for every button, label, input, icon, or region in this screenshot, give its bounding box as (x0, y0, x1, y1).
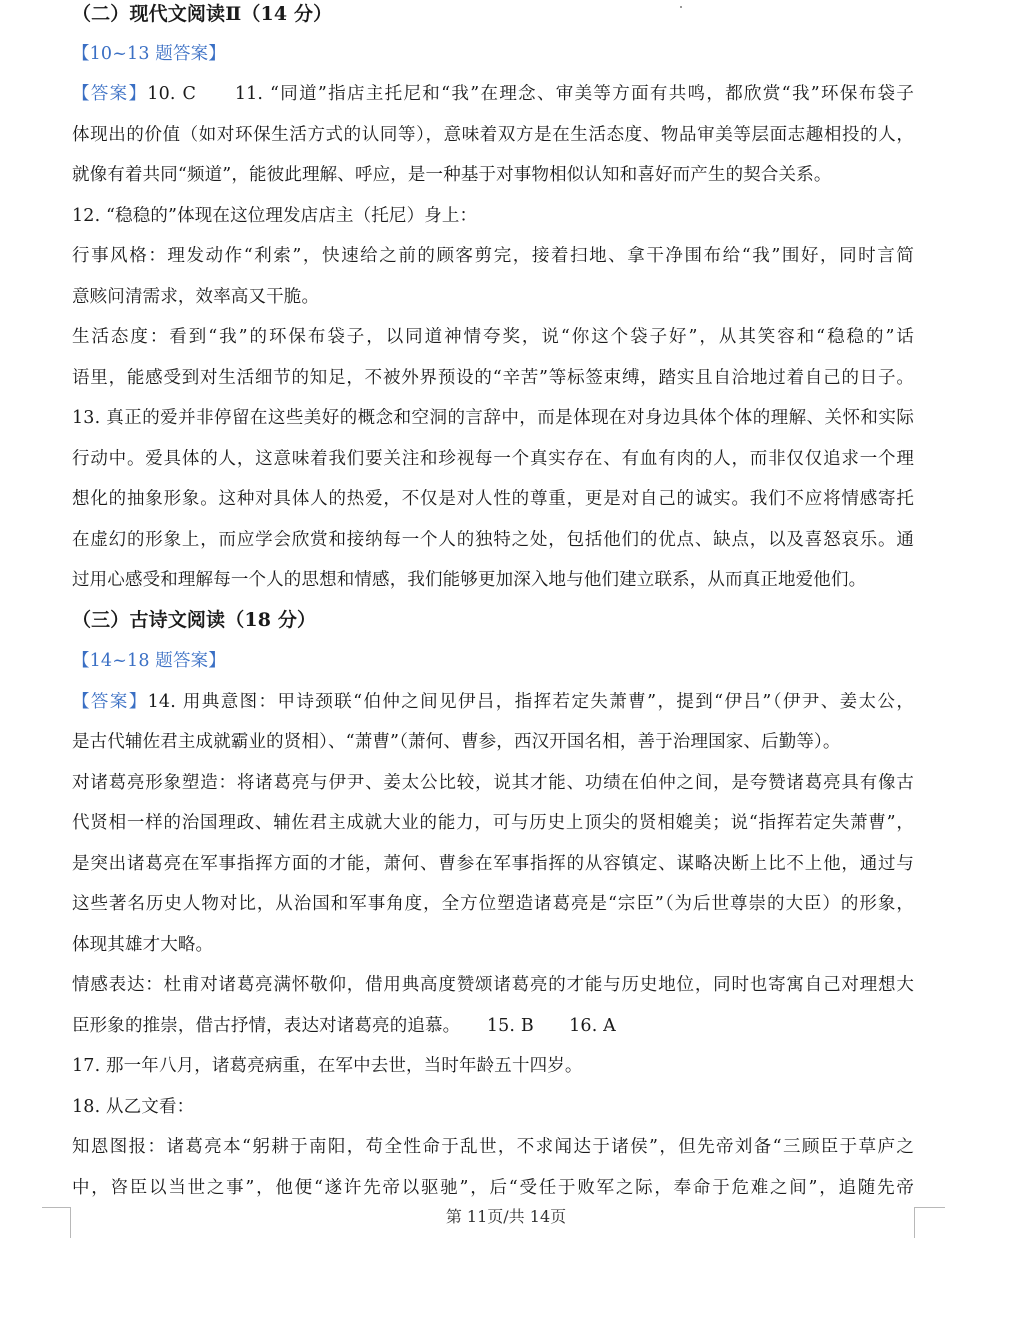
answer-line: 【答案】14. 用典意图：甲诗颈联“伯仲之间见伊吕，指挥若定失萧曹”，提到“伊吕”（伊尹、姜太公， (72, 692, 914, 712)
answer-line: 意赅问清需求，效率高又干脆。 (72, 287, 320, 307)
answer-line: 过用心感受和理解每一个人的思想和情感，我们能够更加深入地与他们建立联系，从而真正地爱他们。 (72, 570, 867, 590)
answer-line: 对诸葛亮形象塑造：将诸葛亮与伊尹、姜太公比较，说其才能、功绩在伯仲之间，是夸赞诸葛亮具有像古 (72, 773, 914, 793)
page-number-footer: 第 11页/共 14页 (445, 1207, 567, 1226)
answer-line: 情感表达：杜甫对诸葛亮满怀敬仰，借用典高度赞颂诸葛亮的才能与历史地位，同时也寄寓自己对理想大 (72, 975, 914, 995)
answer-line: 中，咨臣以当世之事”，他便“遂许先帝以驱驰”，后“受任于败军之际，奉命于危难之间”，追随先帝 (72, 1178, 914, 1198)
answer-line: 知恩图报：诸葛亮本“躬耕于南阳，苟全性命于乱世，不求闻达于诸侯”，但先帝刘备“三顾臣于草庐之 (72, 1137, 914, 1157)
section-heading-classical-reading: （三）古诗文阅读（18 分） (72, 609, 317, 631)
answer-range-label-10-13: 【10~13 题答案】 (72, 44, 226, 64)
answer-line: 这些著名历史人物对比，从治国和军事角度，全方位塑造诸葛亮是“宗臣”（为后世尊崇的大臣）的形象， (72, 894, 914, 914)
answer-line: 就像有着共同“频道”，能彼此理解、呼应，是一种基于对事物相似认知和喜好而产生的契合关系。 (72, 165, 832, 185)
section-heading-modern-reading-2: （二）现代文阅读Ⅱ（14 分） (72, 3, 333, 25)
answer-line: 是古代辅佐君主成就霸业的贤相）、“萧曹”（萧何、曹参，西汉开国名相，善于治理国家、后勤等）。 (72, 732, 841, 752)
answer-tag: 【答案】 (72, 692, 148, 712)
answer-range-label-14-18: 【14~18 题答案】 (72, 651, 226, 671)
answer-line: 是突出诸葛亮在军事指挥方面的才能，萧何、曹参在军事指挥的从容镇定、谋略决断上比不上他，通过与 (72, 854, 914, 874)
answer-line: 13. 真正的爱并非停留在这些美好的概念和空洞的言辞中，而是体现在对身边具体个体的理解、关怀和实际 (72, 408, 914, 428)
answer-line: 想化的抽象形象。这种对具体人的热爱，不仅是对人性的尊重，更是对自己的诚实。我们不应将情感寄托 (72, 489, 914, 509)
answer-line: 体现其雄才大略。 (72, 935, 214, 955)
answer-line: 行动中。爱具体的人，这意味着我们要关注和珍视每一个真实存在、有血有肉的人，而非仅仅追求一个理 (72, 449, 914, 469)
answer-line: 18. 从乙文看： (72, 1097, 195, 1117)
answer-line: 臣形象的推崇，借古抒情，表达对诸葛亮的追慕。 15. B 16. A (72, 1016, 616, 1036)
answer-line: 【答案】10. C 11. “同道”指店主托尼和“我”在理念、审美等方面有共鸣，都欣赏“我”环保布袋子 (72, 84, 914, 104)
answer-line: 在虚幻的形象上，而应学会欣赏和接纳每一个人的独特之处，包括他们的优点、缺点，以及喜怒哀乐。通 (72, 530, 914, 550)
answer-tag: 【答案】 (72, 84, 148, 104)
answer-line: 体现出的价值（如对环保生活方式的认同等），意味着双方是在生活态度、物品审美等层面志趣相投的人， (72, 125, 914, 145)
answer-line: 生活态度：看到“我”的环保布袋子，以同道神情夸奖，说“你这个袋子好”，从其笑容和“稳稳的”话 (72, 327, 914, 347)
answer-line: 行事风格：理发动作“利索”，快速给之前的顾客剪完，接着扫地、拿干净围布给“我”围好，同时言简 (72, 246, 914, 266)
answer-line: 17. 那一年八月，诸葛亮病重，在军中去世，当时年龄五十四岁。 (72, 1056, 583, 1076)
answer-line: 语里，能感受到对生活细节的知足，不被外界预设的“辛苦”等标签束缚，踏实且自洽地过着自己的日子。 (72, 368, 914, 388)
answer-line: 12. “稳稳的”体现在这位理发店店主（托尼）身上： (72, 206, 478, 226)
answer-line: 代贤相一样的治国理政、辅佐君主成就大业的能力，可与历史上顶尖的贤相媲美；说“指挥若定失萧曹”， (72, 813, 914, 833)
